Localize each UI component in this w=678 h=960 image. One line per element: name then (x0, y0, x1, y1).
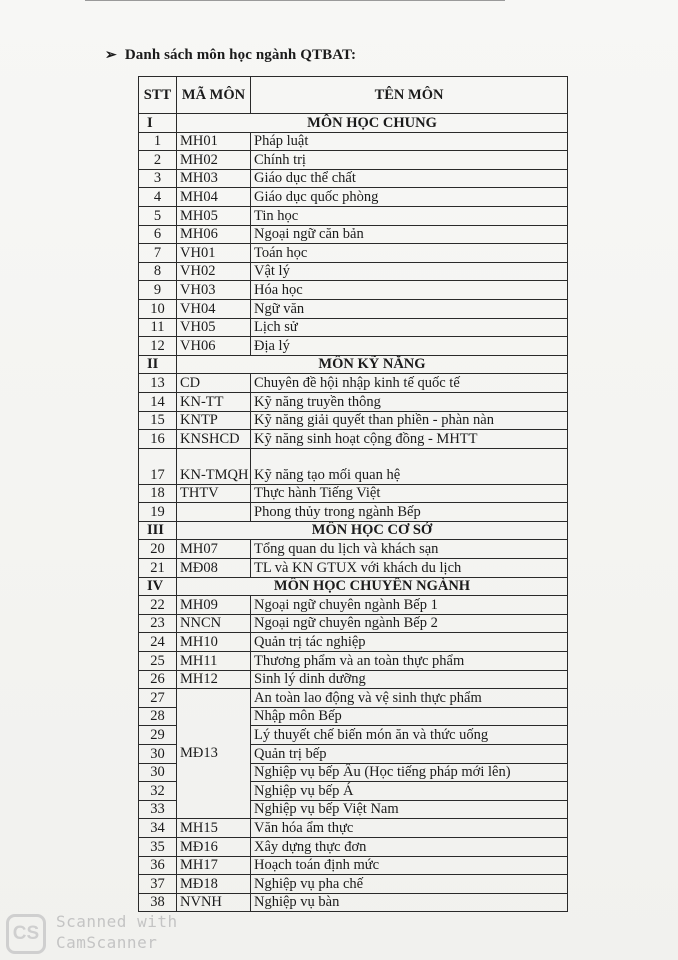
row-ma-mon: MH06 (177, 225, 251, 244)
table-row (139, 132, 568, 151)
section-title: MÔN HỌC CƠ SỞ (177, 521, 568, 540)
table-row (139, 689, 568, 708)
row-ma-mon: MH02 (177, 151, 251, 170)
row-ma-mon: NVNH (177, 893, 251, 912)
row-ma-mon: VH06 (177, 337, 251, 356)
row-ma-mon: KNTP (177, 411, 251, 430)
row-stt: 20 (139, 540, 177, 559)
row-stt: 17 (139, 448, 177, 484)
row-ma-mon: MH17 (177, 856, 251, 875)
row-ma-mon: VH05 (177, 318, 251, 337)
row-stt: 27 (139, 689, 177, 708)
row-ten-mon: Hoạch toán định mức (251, 856, 568, 875)
row-ma-mon: MH01 (177, 132, 251, 151)
row-ma-mon: THTV (177, 484, 251, 503)
table-row (139, 374, 568, 393)
row-stt: 25 (139, 652, 177, 671)
row-ten-mon: Kỹ năng truyền thông (251, 392, 568, 411)
row-stt: 2 (139, 151, 177, 170)
row-ten-mon: Thương phẩm và an toàn thực phẩm (251, 652, 568, 671)
watermark-line-1: Scanned with (56, 912, 178, 931)
row-stt: 7 (139, 244, 177, 263)
header-ma-mon: MÃ MÔN (177, 77, 251, 114)
section-numeral: IV (139, 577, 177, 596)
row-stt: 10 (139, 299, 177, 318)
row-ma-mon: VH04 (177, 299, 251, 318)
row-ten-mon: Kỹ năng giải quyết than phiền - phàn nàn (251, 411, 568, 430)
row-ten-mon: Nhập môn Bếp (251, 707, 568, 726)
subject-table-body (139, 114, 568, 912)
row-ten-mon: Kỹ năng sinh hoạt cộng đồng - MHTT (251, 430, 568, 449)
row-ma-mon: MH12 (177, 670, 251, 689)
row-stt: 22 (139, 596, 177, 615)
table-row (139, 337, 568, 356)
row-ten-mon: Sinh lý dinh dưỡng (251, 670, 568, 689)
table-row (139, 430, 568, 449)
row-stt: 4 (139, 188, 177, 207)
row-ma-mon: MH10 (177, 633, 251, 652)
row-ma-mon: NNCN (177, 614, 251, 633)
row-ma-mon: KNSHCD (177, 430, 251, 449)
row-ten-mon: Nghiệp vụ bàn (251, 893, 568, 912)
row-stt: 28 (139, 707, 177, 726)
row-stt: 37 (139, 875, 177, 894)
table-row (139, 262, 568, 281)
table-row (139, 392, 568, 411)
row-ten-mon: Phong thủy trong ngành Bếp (251, 503, 568, 522)
row-ma-mon: MĐ13 (177, 689, 251, 819)
row-stt: 19 (139, 503, 177, 522)
table-row (139, 652, 568, 671)
table-row (139, 596, 568, 615)
table-row (139, 206, 568, 225)
section-title: MÔN HỌC CHUYÊN NGÀNH (177, 577, 568, 596)
row-ma-mon: MH03 (177, 169, 251, 188)
row-stt: 29 (139, 726, 177, 745)
row-ma-mon: MĐ16 (177, 837, 251, 856)
section-numeral: II (139, 355, 177, 374)
row-ten-mon: Chuyên đề hội nhập kinh tế quốc tế (251, 374, 568, 393)
table-row (139, 281, 568, 300)
section-header-row (139, 355, 568, 374)
table-row (139, 875, 568, 894)
watermark-line-2: CamScanner (56, 933, 158, 952)
table-row (139, 169, 568, 188)
table-row (139, 411, 568, 430)
row-stt: 15 (139, 411, 177, 430)
table-row (139, 540, 568, 559)
row-ten-mon: Ngoại ngữ chuyên ngành Bếp 1 (251, 596, 568, 615)
row-ma-mon: MĐ18 (177, 875, 251, 894)
section-header-row (139, 114, 568, 133)
subject-table (138, 76, 568, 912)
table-header-row (139, 77, 568, 114)
row-ten-mon: Nghiệp vụ bếp Việt Nam (251, 800, 568, 819)
row-ten-mon: Ngoại ngữ căn bản (251, 225, 568, 244)
row-stt: 24 (139, 633, 177, 652)
camscanner-logo-icon: CS (6, 914, 46, 954)
section-header-row (139, 521, 568, 540)
row-ma-mon: MĐ08 (177, 559, 251, 578)
row-stt: 1 (139, 132, 177, 151)
table-row (139, 837, 568, 856)
row-ten-mon: Tổng quan du lịch và khách sạn (251, 540, 568, 559)
row-stt: 26 (139, 670, 177, 689)
row-stt: 33 (139, 800, 177, 819)
row-ma-mon: VH01 (177, 244, 251, 263)
row-ten-mon: An toàn lao động và vệ sinh thực phẩm (251, 689, 568, 708)
row-ten-mon: Pháp luật (251, 132, 568, 151)
table-row (139, 151, 568, 170)
row-stt: 18 (139, 484, 177, 503)
row-ten-mon: Tin học (251, 206, 568, 225)
row-stt: 9 (139, 281, 177, 300)
table-row (139, 225, 568, 244)
row-ma-mon: VH03 (177, 281, 251, 300)
table-row (139, 633, 568, 652)
row-ma-mon: KN-TMQH (177, 448, 251, 484)
row-ma-mon: MH07 (177, 540, 251, 559)
row-ten-mon: Vật lý (251, 262, 568, 281)
row-stt: 3 (139, 169, 177, 188)
row-stt: 12 (139, 337, 177, 356)
row-ma-mon: MH11 (177, 652, 251, 671)
table-row (139, 299, 568, 318)
row-ten-mon: Nghiệp vụ pha chế (251, 875, 568, 894)
row-stt: 6 (139, 225, 177, 244)
row-ten-mon: Kỹ năng tạo mối quan hệ (251, 448, 568, 484)
row-stt: 30 (139, 745, 177, 764)
section-title: MÔN HỌC CHUNG (177, 114, 568, 133)
document-title (105, 47, 356, 64)
table-row (139, 614, 568, 633)
section-numeral: I (139, 114, 177, 133)
table-row (139, 893, 568, 912)
row-ten-mon: Lịch sử (251, 318, 568, 337)
section-header-row (139, 577, 568, 596)
table-row (139, 484, 568, 503)
row-stt: 30 (139, 763, 177, 782)
row-stt: 13 (139, 374, 177, 393)
row-ten-mon: Nghiệp vụ bếp Á (251, 782, 568, 801)
row-ten-mon: Lý thuyết chế biến món ăn và thức uống (251, 726, 568, 745)
row-ten-mon: Văn hóa ẩm thực (251, 819, 568, 838)
table-row (139, 244, 568, 263)
document-title-text: Danh sách môn học ngành QTBAT: (124, 47, 357, 63)
row-ma-mon: MH15 (177, 819, 251, 838)
row-ten-mon: Toán học (251, 244, 568, 263)
table-row (139, 819, 568, 838)
row-ten-mon: Xây dựng thực đơn (251, 837, 568, 856)
section-title: MÔN KỸ NĂNG (177, 355, 568, 374)
camscanner-watermark (6, 912, 306, 956)
row-ma-mon: CD (177, 374, 251, 393)
row-ten-mon: Nghiệp vụ bếp Âu (Học tiếng pháp mới lên) (251, 763, 568, 782)
row-ten-mon: Quản trị tác nghiệp (251, 633, 568, 652)
table-row (139, 318, 568, 337)
row-ten-mon: Địa lý (251, 337, 568, 356)
row-stt: 8 (139, 262, 177, 281)
row-stt: 5 (139, 206, 177, 225)
row-stt: 36 (139, 856, 177, 875)
row-ten-mon: Chính trị (251, 151, 568, 170)
row-stt: 38 (139, 893, 177, 912)
table-row (139, 559, 568, 578)
row-ten-mon: Ngoại ngữ chuyên ngành Bếp 2 (251, 614, 568, 633)
row-ten-mon: Giáo dục quốc phòng (251, 188, 568, 207)
row-ten-mon: Ngữ văn (251, 299, 568, 318)
row-ma-mon: VH02 (177, 262, 251, 281)
header-ten-mon: TÊN MÔN (251, 77, 568, 114)
row-ma-mon: KN-TT (177, 392, 251, 411)
row-stt: 32 (139, 782, 177, 801)
row-ten-mon: Giáo dục thể chất (251, 169, 568, 188)
table-row (139, 856, 568, 875)
table-row (139, 670, 568, 689)
row-ma-mon: MH04 (177, 188, 251, 207)
row-ten-mon: Thực hành Tiếng Việt (251, 484, 568, 503)
row-stt: 34 (139, 819, 177, 838)
row-stt: 14 (139, 392, 177, 411)
row-ma-mon (177, 503, 251, 522)
row-ten-mon: TL và KN GTUX với khách du lịch (251, 559, 568, 578)
table-row (139, 448, 568, 484)
table-row (139, 188, 568, 207)
row-ma-mon: MH09 (177, 596, 251, 615)
row-stt: 16 (139, 430, 177, 449)
row-stt: 21 (139, 559, 177, 578)
row-ma-mon: MH05 (177, 206, 251, 225)
row-stt: 11 (139, 318, 177, 337)
row-ten-mon: Hóa học (251, 281, 568, 300)
bullet-arrow-icon: ➢ (105, 48, 117, 63)
row-stt: 35 (139, 837, 177, 856)
row-ten-mon: Quản trị bếp (251, 745, 568, 764)
section-numeral: III (139, 521, 177, 540)
table-row (139, 503, 568, 522)
row-stt: 23 (139, 614, 177, 633)
header-stt: STT (139, 77, 177, 114)
scan-edge-line (85, 0, 505, 1)
